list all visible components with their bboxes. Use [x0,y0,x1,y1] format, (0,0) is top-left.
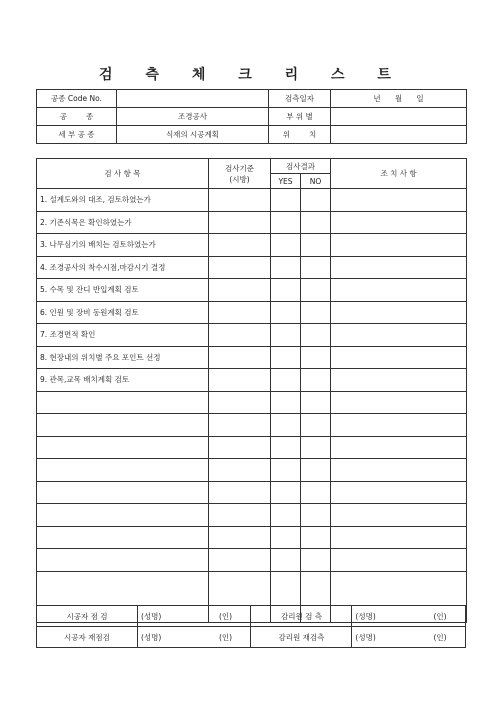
supervisor-check-label: 감리원 검 측 [251,606,352,627]
work-label: 공 종 [37,108,117,126]
item-cell [37,436,209,459]
yes-field[interactable] [271,436,301,459]
yes-field[interactable] [271,414,301,437]
standard-field[interactable] [209,234,271,257]
table-row [37,414,467,437]
standard-field[interactable] [209,324,271,347]
no-field[interactable] [301,346,331,369]
table-row [37,256,467,279]
standard-field[interactable] [209,189,271,212]
standard-field[interactable] [209,549,271,572]
detail-value: 식재의 시공계획 [117,126,269,144]
item-cell [37,526,209,549]
item-cell: 4. 조경공사의 착수시점,마감시기 결정 [37,256,209,279]
detail-label: 세 부 공 종 [37,126,117,144]
standard-field[interactable] [209,481,271,504]
work-value: 조경공사 [117,108,269,126]
no-field[interactable] [301,414,331,437]
table-row [37,301,467,324]
yes-field[interactable] [271,346,301,369]
location-label: 위 치 [269,126,331,144]
part-label: 부 위 별 [269,108,331,126]
standard-field[interactable] [209,414,271,437]
item-cell [37,481,209,504]
yes-field[interactable] [271,369,301,392]
action-field[interactable] [331,346,467,369]
supervisor-name-field[interactable]: (성명) [352,606,415,627]
yes-header: YES [271,174,301,189]
no-field[interactable] [301,301,331,324]
action-field[interactable] [331,391,467,414]
yes-field[interactable] [271,481,301,504]
no-field[interactable] [301,459,331,482]
part-field[interactable] [331,108,467,126]
yes-field[interactable] [271,234,301,257]
action-field[interactable] [331,369,467,392]
yes-field[interactable] [271,324,301,347]
table-row [37,436,467,459]
date-label: 검측일자 [269,90,331,108]
code-label: 공종 Code No. [37,90,117,108]
no-field[interactable] [301,234,331,257]
item-cell: 1. 설계도와의 대조, 검토하였는가 [37,189,209,212]
action-field[interactable] [331,279,467,302]
action-field[interactable] [331,189,467,212]
no-field[interactable] [301,324,331,347]
no-field[interactable] [301,481,331,504]
no-field[interactable] [301,526,331,549]
table-row [37,189,467,212]
item-cell: 6. 인원 및 장비 동원계획 검토 [37,301,209,324]
supervisor-recheck-name-field[interactable]: (성명) [352,627,415,648]
standard-field[interactable] [209,256,271,279]
supervisor-seal[interactable]: (인) [415,606,466,627]
contractor-check-label: 시공자 점 검 [37,606,138,627]
action-field[interactable] [331,234,467,257]
location-field[interactable] [331,126,467,144]
contractor-recheck-label: 시공자 재점검 [37,627,138,648]
item-cell: 8. 현장내의 위치별 주요 포인트 선정 [37,346,209,369]
no-field[interactable] [301,369,331,392]
action-field[interactable] [331,324,467,347]
standard-field[interactable] [209,279,271,302]
supervisor-recheck-label: 감리원 재검측 [251,627,352,648]
checklist-table [36,158,467,623]
page-title: 검 측 체 크 리 스 트 [99,67,405,83]
item-cell [37,504,209,527]
item-cell [37,391,209,414]
contractor-name-field[interactable]: (성명) [137,606,200,627]
no-field[interactable] [301,549,331,572]
no-field[interactable] [301,189,331,212]
no-field[interactable] [301,211,331,234]
action-field[interactable] [331,459,467,482]
standard-field[interactable] [209,459,271,482]
yes-field[interactable] [271,526,301,549]
table-row [37,526,467,549]
yes-field[interactable] [271,256,301,279]
action-field[interactable] [331,301,467,324]
yes-field[interactable] [271,391,301,414]
table-row [37,549,467,572]
no-field[interactable] [301,279,331,302]
yes-field[interactable] [271,459,301,482]
table-row [37,504,467,527]
standard-header: 검사기준 (시방) [209,159,271,189]
item-cell [37,414,209,437]
no-field[interactable] [301,504,331,527]
table-row [37,234,467,257]
table-row [37,211,467,234]
item-header: 검 사 항 목 [37,159,209,189]
no-field[interactable] [301,256,331,279]
action-field[interactable] [331,526,467,549]
standard-field[interactable] [209,211,271,234]
no-header: NO [301,174,331,189]
item-cell [37,549,209,572]
action-field[interactable] [331,436,467,459]
item-cell: 2. 기존식목은 확인하였는가 [37,211,209,234]
item-cell [37,459,209,482]
yes-field[interactable] [271,301,301,324]
supervisor-recheck-seal[interactable]: (인) [415,627,466,648]
yes-field[interactable] [271,504,301,527]
code-field[interactable] [117,90,269,108]
contractor-recheck-seal[interactable]: (인) [201,627,251,648]
standard-field[interactable] [209,504,271,527]
signature-table [36,605,466,648]
standard-field[interactable] [209,526,271,549]
action-field[interactable] [331,504,467,527]
no-field[interactable] [301,391,331,414]
standard-field[interactable] [209,346,271,369]
item-cell: 5. 수목 및 잔디 반입계획 검토 [37,279,209,302]
action-field[interactable] [331,256,467,279]
standard-field[interactable] [209,301,271,324]
yes-field[interactable] [271,549,301,572]
no-field[interactable] [301,436,331,459]
standard-field[interactable] [209,391,271,414]
table-row [37,346,467,369]
table-row [37,369,467,392]
contractor-recheck-name-field[interactable]: (성명) [137,627,200,648]
table-row [37,391,467,414]
table-row [37,481,467,504]
header-table [36,89,467,144]
action-field[interactable] [331,549,467,572]
action-field[interactable] [331,211,467,234]
yes-field[interactable] [271,211,301,234]
contractor-seal[interactable]: (인) [201,606,251,627]
action-field[interactable] [331,481,467,504]
item-cell: 9. 관목,교목 배치계획 검토 [37,369,209,392]
action-field[interactable] [331,414,467,437]
standard-field[interactable] [209,436,271,459]
result-header: 검사결과 [271,159,331,174]
standard-field[interactable] [209,369,271,392]
date-field[interactable]: 년 월 일 [331,90,467,108]
table-row [37,279,467,302]
action-header: 조 치 사 항 [331,159,467,189]
table-row [37,459,467,482]
item-cell: 3. 나무심기의 배치는 검토하였는가 [37,234,209,257]
table-row [37,324,467,347]
yes-field[interactable] [271,189,301,212]
yes-field[interactable] [271,279,301,302]
item-cell: 7. 조경면적 확인 [37,324,209,347]
